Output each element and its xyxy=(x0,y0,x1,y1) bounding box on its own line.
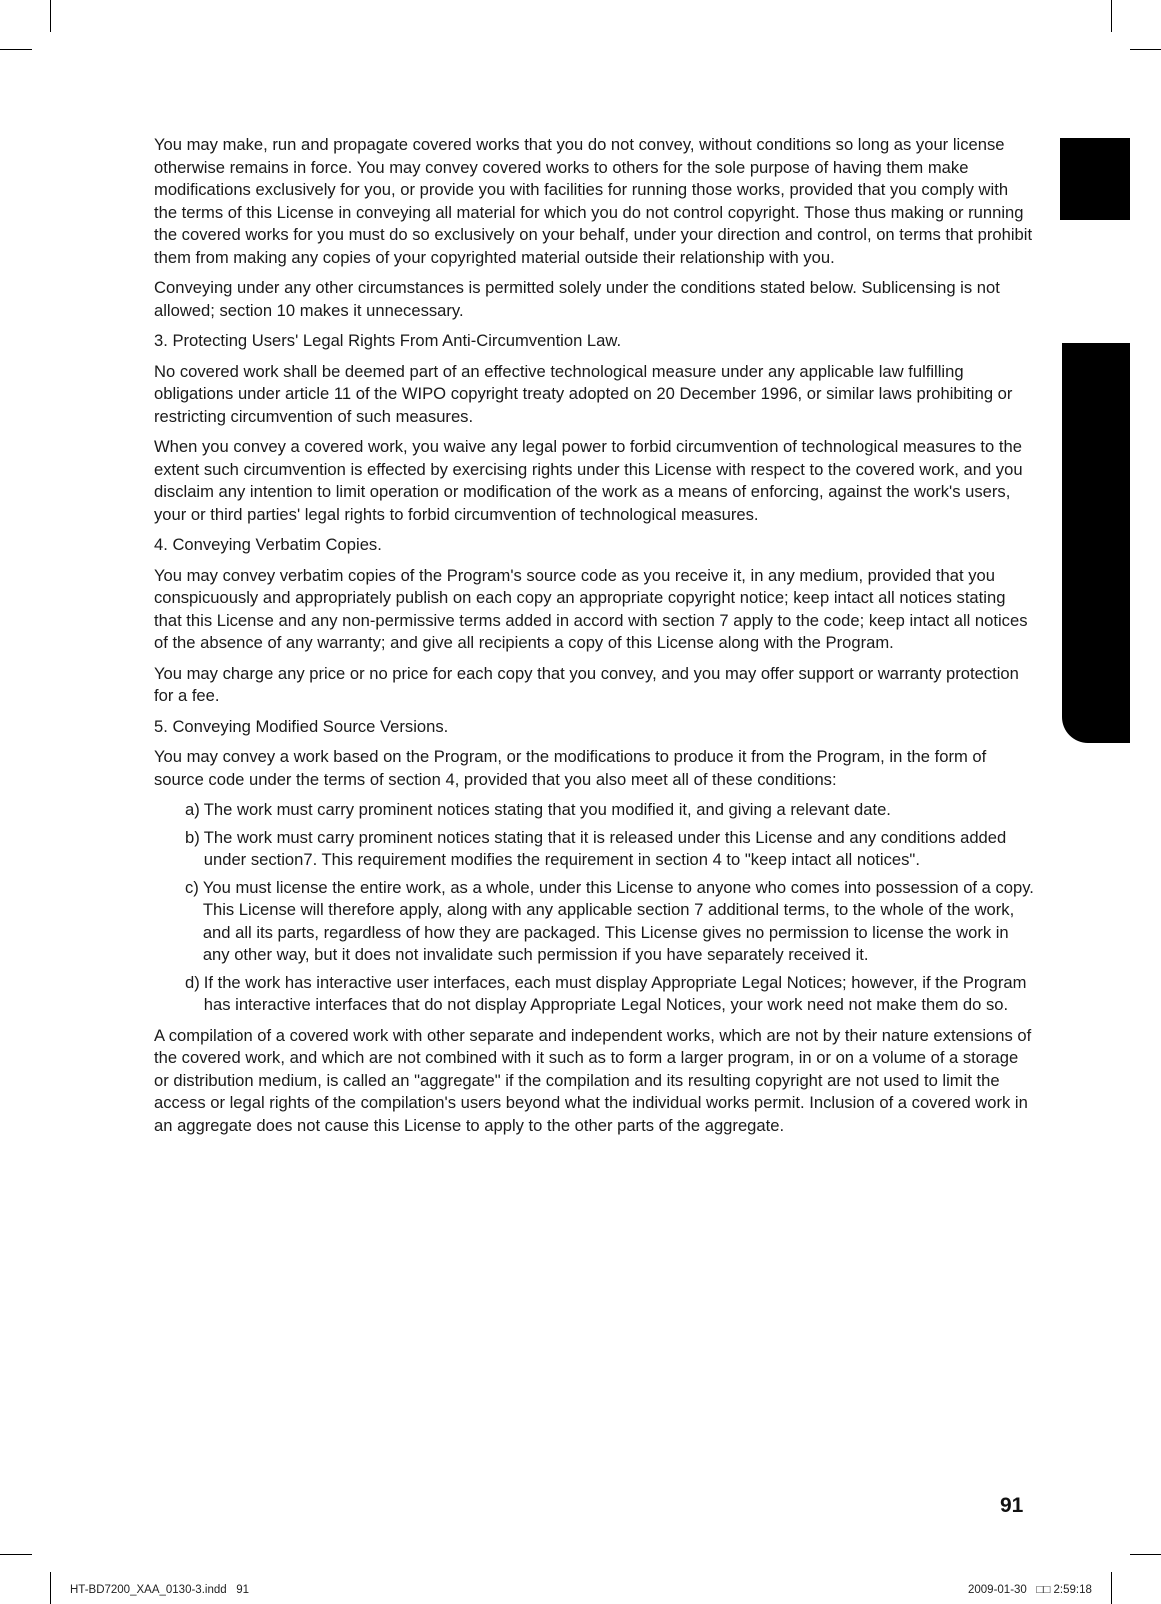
paragraph: A compilation of a covered work with other separate and independent works, which are not by their nature extensions of the covered work, and which are not combined with it such as to form a larger program, in or on a volume of a storage or distribution medium, is called an "aggregate" if the compilation and its resulting copyright are not used to limit the access or legal rights of the compilation's users beyond what the individual works permit. Inclusion of a covered work in an aggregate does not cause this License to apply to the other parts of the aggregate. xyxy=(154,1025,1032,1135)
page-number: 91 xyxy=(1000,1494,1024,1517)
list-text: If the work has interactive user interfaces, each must display Appropriate Legal Notices; however, if the Program has interactive interfaces that do not display Appropriate Legal Notices, your work need not make them do so. xyxy=(203,972,1027,1014)
section-tab xyxy=(1062,343,1130,743)
list-text: The work must carry prominent notices stating that it is released under this License and any conditions added under section7. This requirement modifies the requirement in section 4 to "keep intact all notices". xyxy=(203,827,1007,869)
list-text: You must license the entire work, as a whole, under this License to anyone who comes into possession of a copy. This License will therefore apply, along with any applicable section 7 additional terms, to the whole of the work, and all its parts, regardless of how they are packaged. This License gives no permission to license the work in any other way, but it does not invalidate such permission if you have separately received it. xyxy=(202,877,1034,964)
list-item xyxy=(185,799,1034,822)
crop-mark xyxy=(50,1572,51,1604)
crop-mark xyxy=(50,0,51,32)
list-marker: d) xyxy=(185,972,200,992)
crop-mark xyxy=(1111,1572,1112,1604)
crop-mark xyxy=(1111,0,1112,32)
list-item xyxy=(185,827,1034,872)
list-item xyxy=(185,877,1034,967)
crop-mark xyxy=(1130,49,1161,50)
paragraph: You may make, run and propagate covered works that you do not convey, without conditions so long as your license otherwise remains in force. You may convey covered works to others for the sole purpose of having them make modifications exclusively for you, or provide you with facilities for running those works, provided that you comply with the terms of this License in conveying all material for which you do not control copyright. Those thus making or running the covered works for you must do so exclusively on your behalf, under your direction and control, on terms that prohibit them from making any copies of your copyrighted material outside their relationship with you. xyxy=(154,135,1033,267)
license-text xyxy=(154,134,1034,1145)
list-marker: c) xyxy=(185,877,199,897)
crop-mark xyxy=(0,49,32,50)
paragraph: No covered work shall be deemed part of an effective technological measure under any applicable law fulfilling obligations under article 11 of the WIPO copyright treaty adopted on 20 December 1996, or similar laws prohibiting or restricting circumvention of such measures. xyxy=(154,361,1013,426)
crop-mark xyxy=(1130,1554,1161,1555)
list-text: The work must carry prominent notices stating that you modified it, and giving a relevant date. xyxy=(203,800,891,819)
conditions-list xyxy=(154,799,1034,1017)
footer-timestamp: 2009-01-30 □□ 2:59:18 xyxy=(968,1584,1092,1596)
side-tab-marker xyxy=(1060,138,1130,220)
paragraph: You may convey a work based on the Program, or the modifications to produce it from the Program, in the form of source code under the terms of section 4, provided that you also meet all of these conditions: xyxy=(154,747,987,789)
list-marker: b) xyxy=(185,827,200,847)
paragraph: When you convey a covered work, you waive any legal power to forbid circumvention of technological measures to the extent such circumvention is effected by exercising rights under this License with respect to the covered work, and you disclaim any intention to limit operation or modification of the work as a means of enforcing, against the work's users, your or third parties' legal rights to forbid circumvention of technological measures. xyxy=(154,437,1023,524)
paragraph: You may charge any price or no price for each copy that you convey, and you may offer support or warranty protection for a fee. xyxy=(154,663,1019,705)
crop-mark xyxy=(0,1554,32,1555)
list-marker: a) xyxy=(185,800,200,819)
section-heading: 5. Conveying Modified Source Versions. xyxy=(154,716,449,736)
section-heading: 3. Protecting Users' Legal Rights From Anti-Circumvention Law. xyxy=(154,331,622,350)
paragraph: You may convey verbatim copies of the Program's source code as you receive it, in any medium, provided that you conspicuously and appropriately publish on each copy an appropriate copyright notice; keep intact all notices stating that this License and any non-permissive terms added in accord with section 7 apply to the code; keep intact all notices of the absence of any warranty; and give all recipients a copy of this License along with the Program. xyxy=(154,565,1028,652)
footer-filename: HT-BD7200_XAA_0130-3.indd 91 xyxy=(70,1584,250,1596)
section-heading: 4. Conveying Verbatim Copies. xyxy=(154,535,382,554)
list-item xyxy=(185,972,1034,1017)
paragraph: Conveying under any other circumstances is permitted solely under the conditions stated below. Sublicensing is not allowed; section 10 makes it unnecessary. xyxy=(154,278,1000,320)
